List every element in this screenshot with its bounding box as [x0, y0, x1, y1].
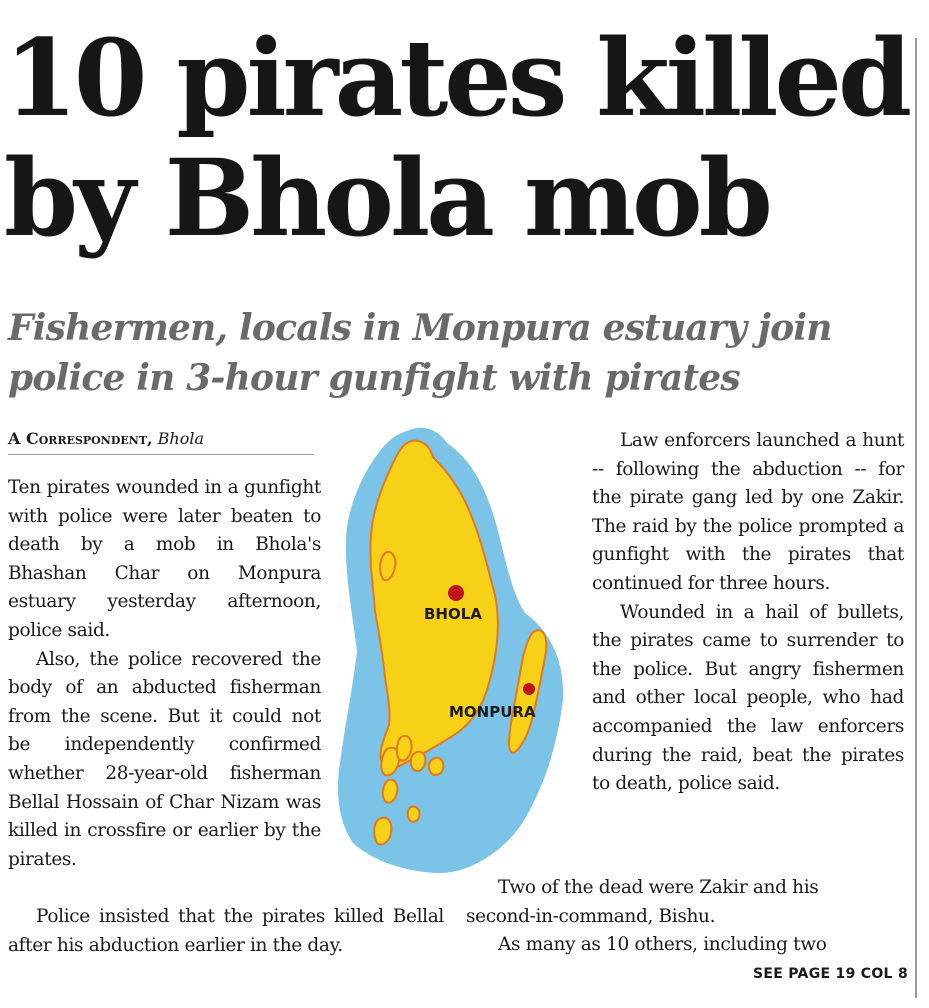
- paragraph-line: Two of the dead were Zakir and his: [498, 877, 819, 898]
- column-rule: [915, 38, 917, 998]
- byline-name: A Correspondent,: [8, 429, 153, 448]
- monpura-marker: [523, 683, 535, 695]
- bhola-map: [325, 425, 593, 875]
- kicker-line-1: Fishermen, locals in Monpura estuary join: [8, 307, 832, 349]
- body-column-left: [8, 474, 321, 874]
- paragraph: Also, the police recovered the body of an abducted fisherman from the scene. But it could not be independently confirmed whether 28-year-old fisherman Bellal Hossain of Char Nizam was killed in crossfire or earlier by the pirates.: [8, 648, 321, 870]
- byline-place: Bhola: [157, 429, 205, 448]
- continuation-jump-link[interactable]: SEE PAGE 19 COL 8: [753, 966, 908, 982]
- islet: [429, 758, 444, 775]
- map-illustration: [325, 425, 593, 875]
- body-column-tail: [466, 874, 904, 960]
- kicker-line-2: police in 3-hour gunfight with pirates: [8, 357, 740, 399]
- islet: [397, 736, 412, 761]
- paragraph: Police insisted that the pirates killed Bellal after his abduction earlier in the day.: [8, 906, 444, 956]
- kicker: [8, 303, 913, 403]
- byline: [8, 426, 314, 455]
- bhola-marker: [448, 585, 464, 601]
- headline-line-2: by Bhola mob: [4, 135, 769, 260]
- map-label-monpura: MONPURA: [449, 703, 536, 721]
- body-column-bottom: [8, 903, 444, 960]
- headline-line-1: 10 pirates killed: [4, 15, 909, 140]
- map-label-bhola: BHOLA: [424, 605, 482, 623]
- paragraph-line: second-in-command, Bishu.: [466, 905, 716, 927]
- paragraph-line: As many as 10 others, including two: [498, 934, 827, 956]
- paragraph: Law enforcers launched a hunt -- following the abduction -- for the pirate gang led by one Zakir. The raid by the police prompted a gunfight with the pirates that continued for three hours.: [592, 430, 904, 594]
- headline: [4, 15, 909, 260]
- islet: [383, 780, 398, 803]
- paragraph: Ten pirates wounded in a gunfight with police were later beaten to death by a mob in Bhola's Bhashan Char on Monpura estuary yesterday afternoon, police said.: [8, 477, 321, 641]
- islet: [411, 752, 426, 771]
- paragraph: Wounded in a hail of bullets, the pirates came to surrender to the police. But angry fishermen and other local people, who had accompanied the law enforcers during the raid, beat the pirates to death, police said.: [592, 601, 904, 795]
- body-column-right: [592, 427, 904, 799]
- islet: [374, 818, 391, 845]
- islet: [408, 807, 420, 822]
